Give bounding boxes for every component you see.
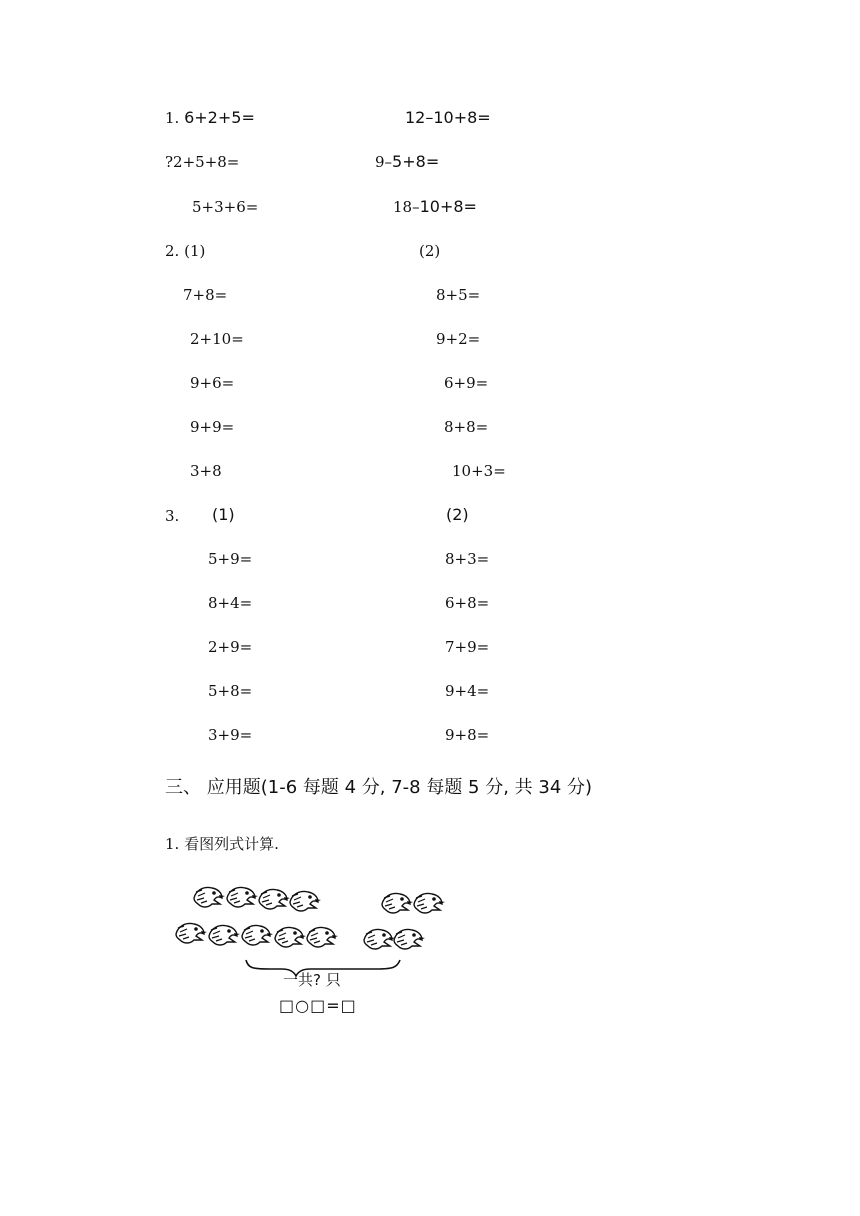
part3-heading: 三、 应用题(1-6 每题 4 分, 7-8 每题 5 分, 共 34 分) <box>165 777 593 798</box>
expression: 6+2+5= <box>184 108 255 127</box>
q1-row1-left <box>165 108 255 128</box>
expression-prefix: 18– <box>393 198 420 216</box>
q1-row3-left: 5+3+6= <box>192 198 259 216</box>
q3-col2-item: 7+9= <box>445 638 490 656</box>
q3-col2-item: 6+8= <box>445 594 490 612</box>
q2-col2-label: (2) <box>419 242 441 260</box>
q3-col2-label: (2) <box>446 505 469 524</box>
expression: 5+8= <box>392 152 440 171</box>
section1-label: 1. <box>165 109 180 127</box>
q2-col2-item: 9+2= <box>436 330 481 348</box>
question-number: 1. <box>165 835 180 853</box>
q3-col2-item: 9+8= <box>445 726 490 744</box>
q1-row2-right <box>375 152 439 172</box>
question-text: 看图列式计算. <box>184 835 279 853</box>
q2-col2-item: 8+5= <box>436 286 481 304</box>
total-label: 一共? 只 <box>283 971 341 989</box>
q3-col1-label: (1) <box>212 505 235 524</box>
q2-col2-item: 8+8= <box>444 418 489 436</box>
q3-col1-item: 5+8= <box>208 682 253 700</box>
q3-col1-item: 2+9= <box>208 638 253 656</box>
q2-col1-item: 2+10= <box>190 330 244 348</box>
q2-col1-item: 9+6= <box>190 374 235 392</box>
equation-boxes: □○□=□ <box>279 996 357 1015</box>
application-q1 <box>165 834 279 854</box>
expression-prefix: 9– <box>375 153 393 171</box>
section2-label: 2. <box>165 242 180 260</box>
q2-col2-item: 10+3= <box>452 462 506 480</box>
q1-row3-right <box>393 197 477 217</box>
q2-col2-item: 6+9= <box>444 374 489 392</box>
q2-col1-item: 3+8 <box>190 462 222 480</box>
birds-figure <box>170 878 460 1018</box>
q2-col1-item: 9+9= <box>190 418 235 436</box>
q3-col1-item: 8+4= <box>208 594 253 612</box>
q1-row1-right: 12–10+8= <box>405 108 491 127</box>
q3-label: 3. <box>165 507 180 525</box>
q3-col2-item: 8+3= <box>445 550 490 568</box>
q2-header <box>165 241 205 261</box>
q3-col1-item: 5+9= <box>208 550 253 568</box>
q3-col1-item: 3+9= <box>208 726 253 744</box>
expression: 10+8= <box>419 197 477 216</box>
q1-row2-left: ?2+5+8= <box>165 153 240 171</box>
col1-label: (1) <box>184 242 206 260</box>
q2-col1-item: 7+8= <box>183 286 228 304</box>
q3-col2-item: 9+4= <box>445 682 490 700</box>
